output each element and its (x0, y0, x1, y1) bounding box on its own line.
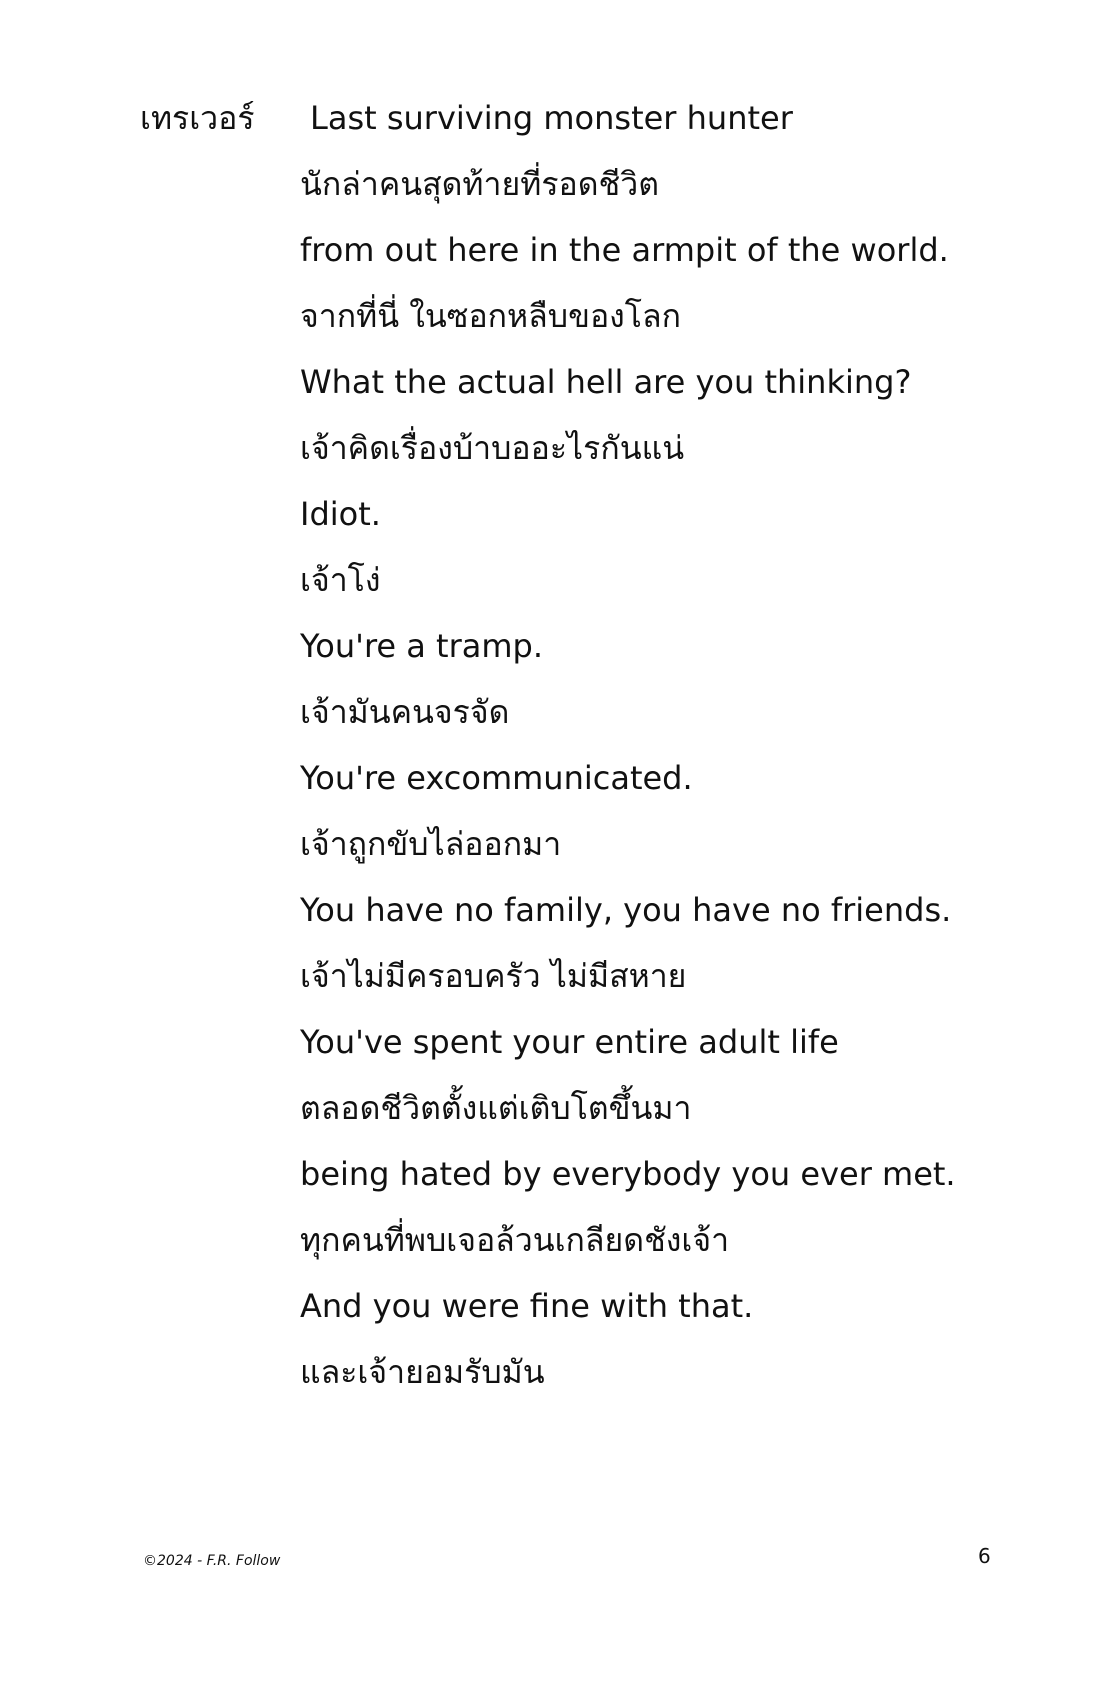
dialogue-line: And you were fine with that. (300, 1287, 754, 1325)
dialogue-line: being hated by everybody you ever met. (300, 1155, 956, 1193)
speaker-name: เทรเวอร์ (140, 99, 255, 137)
dialogue-line: นักล่าคนสุดท้ายที่รอดชีวิต (300, 165, 659, 203)
dialogue-line: What the actual hell are you thinking? (300, 363, 912, 401)
dialogue-line: เจ้ามันคนจรจัด (300, 693, 510, 731)
page-number: 6 (978, 1544, 991, 1568)
dialogue-line: from out here in the armpit of the world. (300, 231, 949, 269)
dialogue-line: จากที่นี่ ในซอกหลืบของโลก (300, 297, 681, 335)
dialogue-line: ทุกคนที่พบเจอล้วนเกลียดชังเจ้า (300, 1221, 730, 1259)
dialogue-line: You have no family, you have no friends. (300, 891, 952, 929)
dialogue-line: เจ้าไม่มีครอบครัว ไม่มีสหาย (300, 957, 687, 995)
dialogue-line: และเจ้ายอมรับมัน (300, 1353, 545, 1391)
dialogue-line: Last surviving monster hunter (310, 99, 793, 137)
dialogue-line: You're a tramp. (300, 627, 544, 665)
dialogue-line: เจ้าโง่ (300, 561, 381, 599)
dialogue-line: ตลอดชีวิตตั้งแต่เติบโตขึ้นมา (300, 1089, 692, 1127)
dialogue-line: เจ้าถูกขับไล่ออกมา (300, 825, 562, 863)
dialogue-line: You're excommunicated. (300, 759, 693, 797)
dialogue-line: เจ้าคิดเรื่องบ้าบออะไรกันแน่ (300, 429, 685, 467)
dialogue-line: Idiot. (300, 495, 381, 533)
dialogue-lines (300, 98, 956, 1418)
copyright-footer: ©2024 - F.R. Follow (143, 1553, 281, 1569)
dialogue-line: You've spent your entire adult life (300, 1023, 839, 1061)
